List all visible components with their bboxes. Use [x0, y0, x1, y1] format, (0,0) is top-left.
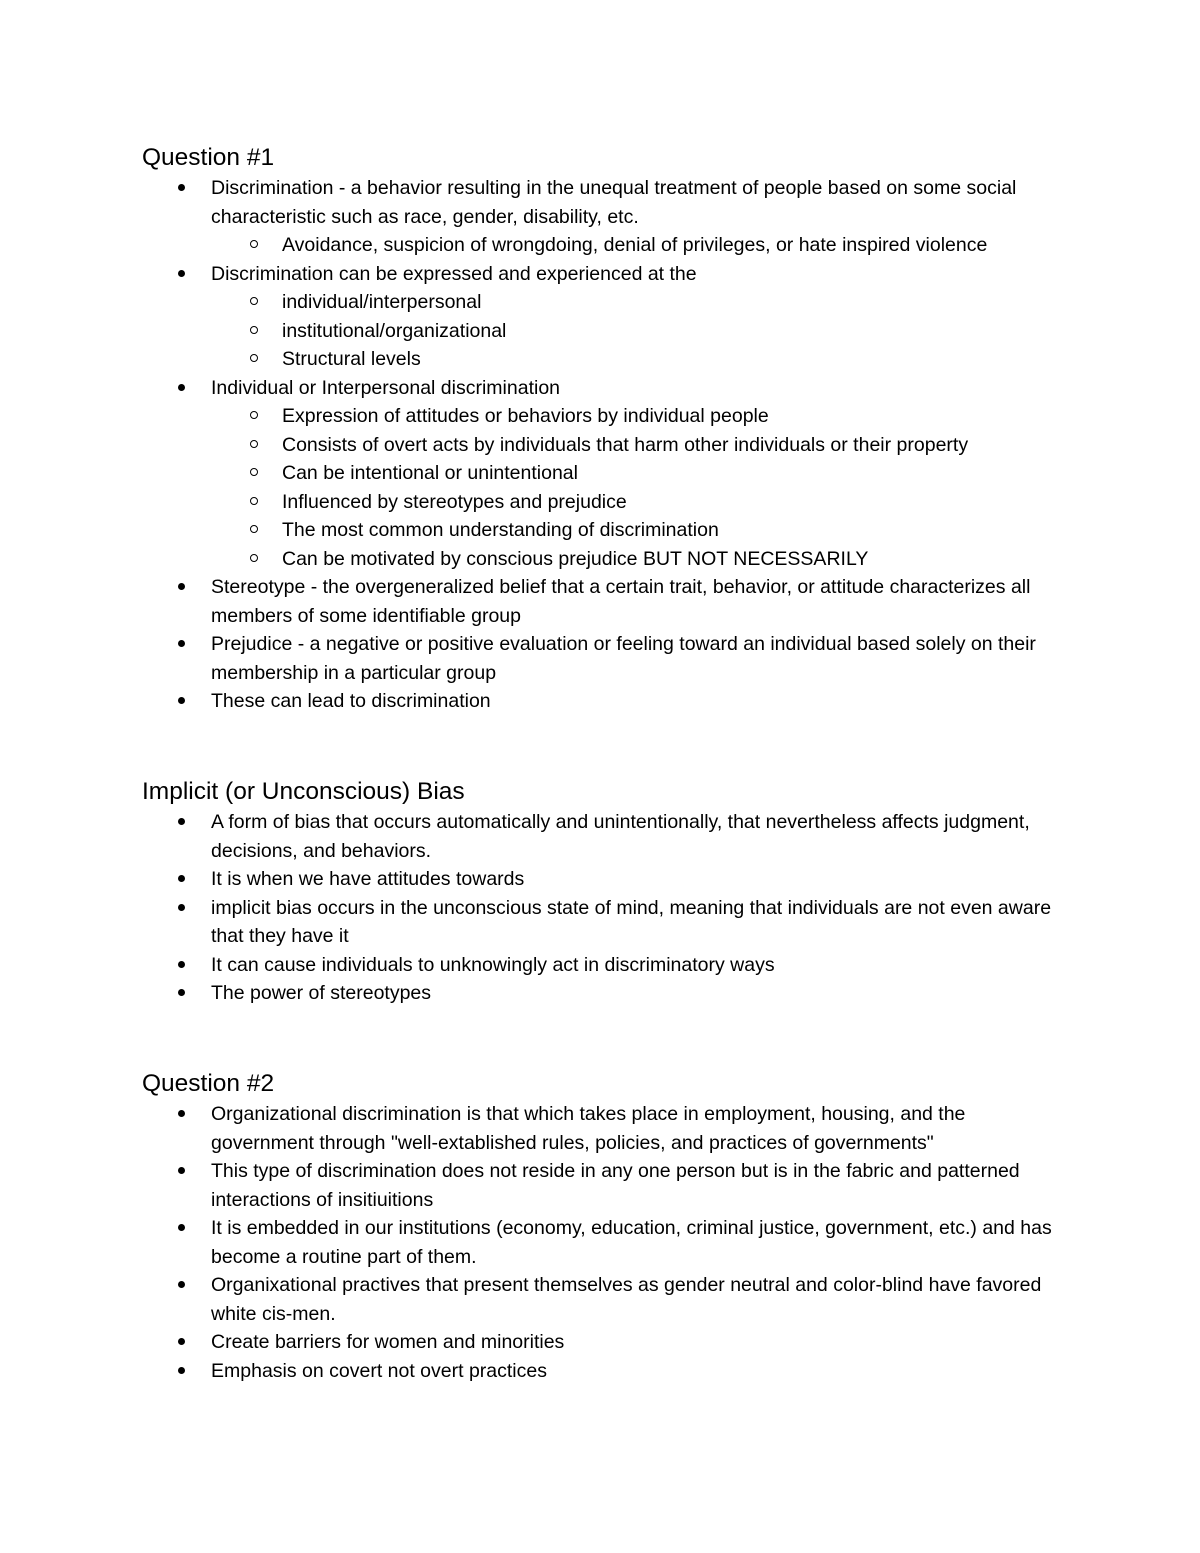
bullet-icon [178, 1110, 185, 1117]
list-item [142, 1271, 1072, 1328]
sub-list-item [142, 545, 1072, 574]
sub-list [211, 288, 1072, 374]
section-heading: Question #1 [142, 144, 275, 171]
bullet-icon [178, 384, 185, 391]
section-implicit-bias [142, 776, 1072, 1008]
sub-list [211, 402, 1072, 573]
list-item [142, 808, 1072, 865]
list-item-text: It can cause individuals to unknowingly act in discriminatory ways [211, 953, 775, 976]
bullet-icon [178, 1167, 185, 1174]
list-item-text: Emphasis on covert not overt practices [211, 1359, 547, 1382]
hollow-bullet-icon [250, 326, 258, 334]
list-item-text: Organizational discrimination is that which takes place in employment, housing, and the government through "well-extablished rules, policies, and practices of governments" [211, 1103, 966, 1154]
sub-list-item-text: individual/interpersonal [282, 291, 482, 313]
bullet-icon [178, 1367, 185, 1374]
sub-list-item [142, 345, 1072, 374]
hollow-bullet-icon [250, 468, 258, 476]
bullet-icon [178, 989, 185, 996]
sub-list-item-text: Can be intentional or unintentional [282, 462, 578, 484]
list-item-text: This type of discrimination does not reside in any one person but is in the fabric and patterned interactions of insitiuitions [211, 1160, 1020, 1211]
bullet-icon [178, 961, 185, 968]
list-item-text: The power of stereotypes [211, 982, 432, 1004]
sub-list-item [142, 431, 1072, 460]
sub-list-item-text: Influenced by stereotypes and prejudice [282, 490, 627, 513]
sub-list-item [142, 488, 1072, 517]
list-item [142, 1157, 1072, 1214]
list-item [142, 979, 1072, 1008]
bullet-icon [178, 697, 185, 704]
sub-list [211, 231, 1072, 260]
section-heading: Question #2 [142, 1070, 275, 1097]
hollow-bullet-icon [250, 240, 258, 248]
section-question-2 [142, 1068, 1072, 1385]
list-item-text: A form of bias that occurs automatically and unintentionally, that nevertheless affects judgment, decisions, and behaviors. [211, 811, 1030, 862]
sub-list-item-text: Consists of overt acts by individuals that harm other individuals or their property [282, 433, 969, 456]
list-item-text: Create barriers for women and minorities [211, 1331, 565, 1353]
list-item [142, 1100, 1072, 1157]
bullet-list [142, 808, 1072, 1008]
list-item-text: Discrimination - a behavior resulting in the unequal treatment of people based on some social characteristic such as race, gender, disability, etc. [211, 177, 1017, 228]
hollow-bullet-icon [250, 297, 258, 305]
bullet-list [142, 174, 1072, 716]
list-item [142, 174, 1072, 260]
sub-list-item-text: Can be motivated by conscious prejudice BUT NOT NECESSARILY [282, 547, 869, 570]
list-item [142, 573, 1072, 630]
list-item [142, 1214, 1072, 1271]
list-item [142, 374, 1072, 574]
list-item-text: Individual or Interpersonal discrimination [211, 376, 561, 399]
bullet-icon [178, 1281, 185, 1288]
list-item-text: implicit bias occurs in the unconscious state of mind, meaning that individuals are not even aware that they have it [211, 896, 1052, 947]
sub-list-item-text: institutional/organizational [282, 319, 507, 342]
sub-list-item [142, 402, 1072, 431]
bullet-icon [178, 640, 185, 647]
bullet-icon [178, 904, 185, 911]
bullet-icon [178, 583, 185, 590]
list-item [142, 1328, 1072, 1357]
list-item [142, 894, 1072, 951]
list-item-text: Stereotype - the overgeneralized belief that a certain trait, behavior, or attitude characterizes all members of some identifiable group [211, 576, 1031, 627]
bullet-icon [178, 270, 185, 277]
list-item [142, 1357, 1072, 1386]
hollow-bullet-icon [250, 554, 258, 562]
hollow-bullet-icon [250, 440, 258, 448]
list-item-text: Organixational practives that present themselves as gender neutral and color-blind have favored white cis-men. [211, 1274, 1042, 1325]
sub-list-item [142, 516, 1072, 545]
list-item-text: Discrimination can be expressed and experienced at the [211, 262, 697, 285]
list-item-text: These can lead to discrimination [211, 690, 491, 712]
list-item-text: It is embedded in our institutions (economy, education, criminal justice, government, etc.) and has become a routine part of them. [211, 1217, 1052, 1268]
bullet-icon [178, 1338, 185, 1345]
sub-list-item [142, 459, 1072, 488]
list-item [142, 260, 1072, 374]
sub-list-item-text: Structural levels [282, 348, 421, 370]
bullet-icon [178, 875, 185, 882]
section-heading: Implicit (or Unconscious) Bias [142, 778, 465, 805]
list-item-text: It is when we have attitudes towards [211, 868, 525, 890]
bullet-icon [178, 818, 185, 825]
sub-list-item-text: Expression of attitudes or behaviors by individual people [282, 405, 769, 427]
hollow-bullet-icon [250, 525, 258, 533]
list-item [142, 630, 1072, 687]
list-item-text: Prejudice - a negative or positive evaluation or feeling toward an individual based solely on their membership in a particular group [211, 633, 1036, 684]
bullet-list [142, 1100, 1072, 1385]
sub-list-item-text: Avoidance, suspicion of wrongdoing, denial of privileges, or hate inspired violence [282, 234, 988, 256]
list-item [142, 687, 1072, 716]
bullet-icon [178, 1224, 185, 1231]
sub-list-item [142, 231, 1072, 260]
list-item [142, 865, 1072, 894]
sub-list-item-text: The most common understanding of discrimination [282, 519, 719, 541]
hollow-bullet-icon [250, 497, 258, 505]
sub-list-item [142, 317, 1072, 346]
section-question-1 [142, 142, 1072, 716]
hollow-bullet-icon [250, 354, 258, 362]
sub-list-item [142, 288, 1072, 317]
list-item [142, 951, 1072, 980]
hollow-bullet-icon [250, 411, 258, 419]
bullet-icon [178, 184, 185, 191]
